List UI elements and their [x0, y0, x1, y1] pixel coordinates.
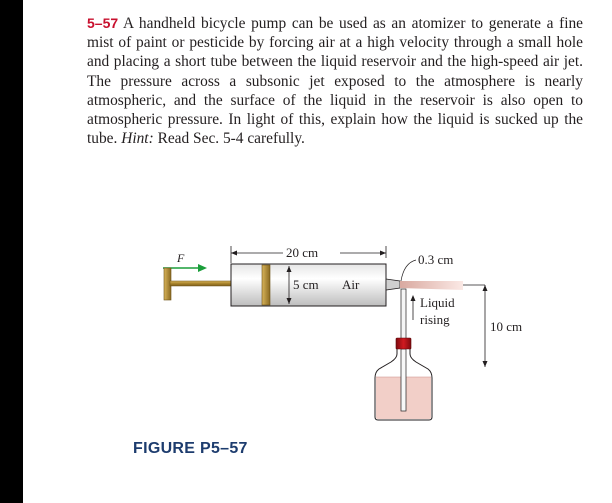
- liquid-label-line2: rising: [420, 312, 450, 327]
- nozzle: [386, 279, 400, 290]
- bottle-cap: [396, 338, 411, 349]
- air-label: Air: [342, 277, 360, 292]
- height-label: 10 cm: [490, 319, 523, 334]
- hint-label: Hint:: [121, 130, 154, 148]
- plunger: [262, 265, 270, 305]
- length-label: 20 cm: [286, 245, 319, 260]
- problem-text: A handheld bicycle pump can be used as an atomizer to generate a fine mist of paint or pesticide by forcing air at a high velocity through a small hole and placing a short tube between the liquid reservoir and the high-speed air jet. The pressure across a subsonic jet exposed to the atmosphere is nearly atmospheric, and the surface of the liquid in the reservoir is also open to atmospheric pressure. In light of this, explain how the liquid is sucked up the tube.: [87, 15, 583, 148]
- liquid-label-line1: Liquid: [420, 295, 455, 310]
- hint-text: Read Sec. 5-4 carefully.: [157, 130, 305, 148]
- hole-label: 0.3 cm: [418, 252, 454, 267]
- force-label: F: [177, 251, 185, 265]
- air-jet: [400, 281, 463, 290]
- figure-caption: FIGURE P5–57: [133, 440, 248, 457]
- problem-number: 5–57: [87, 15, 119, 31]
- diameter-label: 5 cm: [293, 277, 319, 292]
- force-arrow-head: [198, 264, 207, 272]
